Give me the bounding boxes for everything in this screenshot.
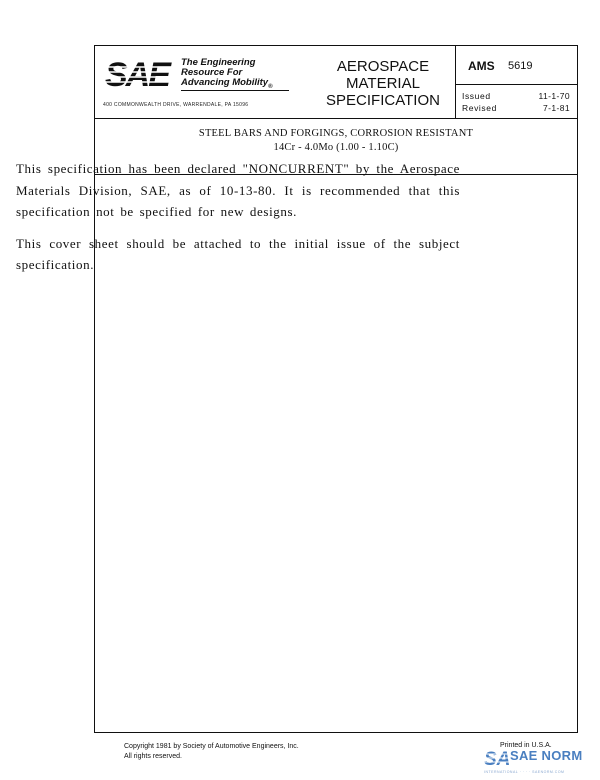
document-type: [313, 58, 453, 109]
sae-norm-subtext: INTERNATIONAL · · · · SAENORM.COM: [484, 770, 565, 774]
cover-sheet-paragraph: This cover sheet should be attached to the initial issue of the subject specification.: [16, 235, 460, 272]
sae-address: 400 COMMONWEALTH DRIVE, WARRENDALE, PA 15096: [103, 102, 249, 108]
revised-row: [462, 102, 570, 114]
printed-in-text: Printed in U.S.A.: [500, 742, 552, 749]
tagline-line-1: The Engineering: [181, 57, 256, 68]
sae-tagline: [181, 58, 273, 92]
doc-type-line-2: MATERIAL: [346, 75, 420, 92]
body-text: [16, 158, 460, 286]
rights-text: All rights reserved.: [124, 753, 182, 760]
ams-number: 5619: [508, 60, 533, 72]
sae-norm-watermark: [484, 748, 594, 776]
spec-title: STEEL BARS AND FORGINGS, CORROSION RESISTANT: [198, 128, 474, 139]
ams-box: [455, 46, 577, 118]
revised-label: Revised: [462, 103, 497, 113]
document-frame: [94, 45, 578, 733]
svg-text:SA: SA: [484, 749, 510, 768]
doc-type-line-1: AEROSPACE: [336, 58, 430, 75]
ams-dates: [462, 90, 570, 114]
footer-copyright-block: [124, 742, 299, 762]
tagline-rule: [181, 90, 289, 91]
tagline-line-3-text: Advancing Mobility: [181, 77, 269, 88]
tagline-registered-mark: ®: [268, 83, 273, 90]
revised-date: 7-1-81: [543, 103, 570, 113]
issued-date: 11-1-70: [538, 91, 570, 101]
spec-header: [95, 46, 577, 119]
sae-logo: [103, 58, 177, 90]
sae-logo-block: [103, 54, 293, 114]
doc-type-line-3: SPECIFICATION: [326, 92, 440, 109]
sae-norm-logo-icon: [484, 748, 510, 768]
spec-subtitle: 14Cr - 4.0Mo (1.00 - 1.10C): [273, 142, 399, 153]
issued-row: [462, 90, 570, 102]
noncurrent-notice-paragraph: This specification has been declared "NONCURRENT" by the Aerospace Materials Division, SAE, as of 10-13-80. It is recommended that this specification not be specified for new designs.: [16, 161, 460, 219]
svg-text:SAE: SAE: [105, 58, 169, 90]
ams-number-cell: [456, 46, 577, 85]
issued-label: Issued: [462, 91, 491, 101]
sae-norm-text: SAE NORM: [510, 748, 583, 763]
copyright-text: Copyright 1981 by Society of Automotive Engineers, Inc.: [124, 743, 299, 750]
tagline-line-2: Resource For: [181, 67, 243, 78]
ams-label: AMS: [468, 59, 495, 73]
